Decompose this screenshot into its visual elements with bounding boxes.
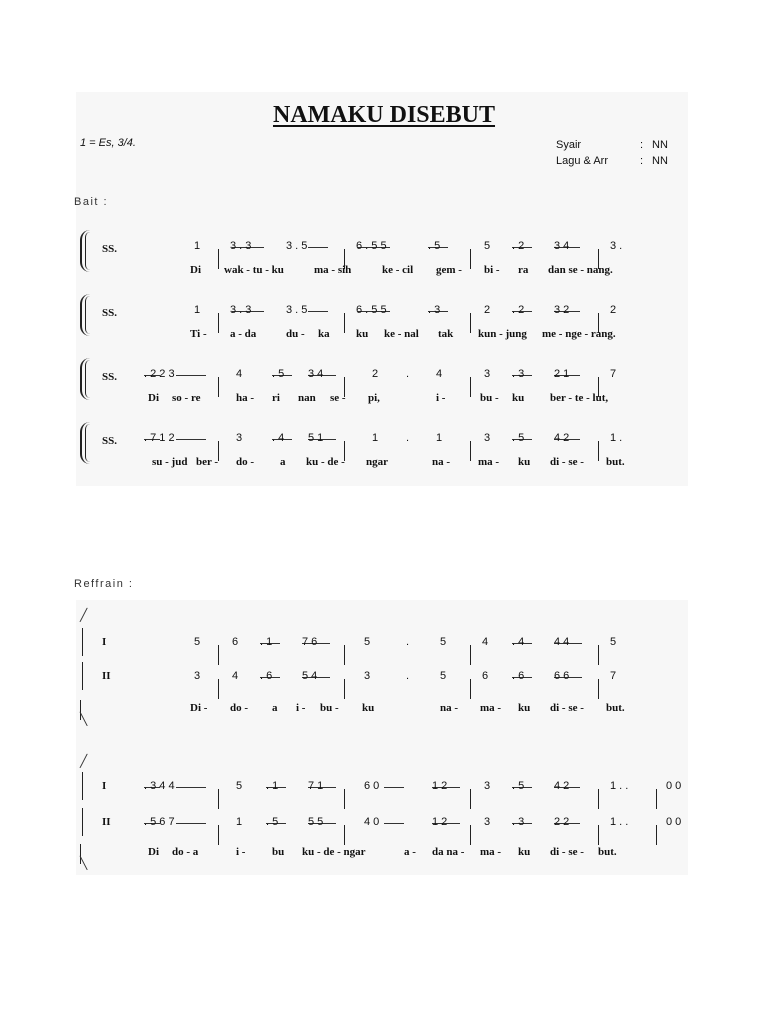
- note-group: 7: [610, 670, 617, 682]
- note-group: 6 . 5 5: [356, 304, 387, 316]
- note-group: 3 . 5: [286, 240, 308, 252]
- note-group: . 4: [512, 636, 525, 648]
- note-group: 5: [610, 636, 617, 648]
- lyric: Di: [148, 392, 159, 404]
- bait-line-1: [76, 228, 688, 284]
- lyric: gem -: [436, 264, 462, 276]
- lyric: ha -: [236, 392, 255, 404]
- note-group: 4: [436, 368, 443, 380]
- note-group: 0 0: [666, 780, 682, 792]
- lyric: ra: [518, 264, 529, 276]
- note-group: 1: [194, 304, 201, 316]
- song-title-text: NAMAKU DISEBUT: [272, 102, 496, 128]
- lyric: ngar: [366, 456, 388, 468]
- lyric: nan: [298, 392, 316, 404]
- note-group: . 3 4 4: [144, 780, 175, 792]
- bar-line: [218, 825, 219, 845]
- note-group: . 2: [512, 240, 525, 252]
- notes-row: [76, 432, 688, 450]
- lyric: da na -: [432, 846, 465, 858]
- note-group: 5: [194, 636, 201, 648]
- note-group: 3: [484, 780, 491, 792]
- reffrain-voice-1: [76, 768, 688, 802]
- lyric: ku: [356, 328, 369, 340]
- voice-label: I: [102, 636, 107, 648]
- note-group: 4 2: [554, 780, 570, 792]
- beam: [384, 823, 404, 824]
- note-group: 1 .: [610, 432, 623, 444]
- note-group: 1 . .: [610, 816, 629, 828]
- note-group: . 4: [272, 432, 285, 444]
- note-group: . 3: [512, 816, 525, 828]
- note-group: 7 6: [302, 636, 318, 648]
- lyric: do - a: [172, 846, 199, 858]
- lyric: su - jud: [152, 456, 188, 468]
- note-group: 4: [482, 636, 489, 648]
- reffrain-voice-2: [76, 658, 688, 692]
- note-group: . 5: [428, 240, 441, 252]
- voice-label: SS.: [102, 243, 117, 255]
- lyric: ma -: [478, 456, 500, 468]
- note-group: 6 6: [554, 670, 570, 682]
- lyrics-row: [76, 264, 688, 278]
- bar-line: [344, 679, 345, 699]
- note-group: 5 4: [302, 670, 318, 682]
- lyric: do -: [236, 456, 255, 468]
- lyric: ma -: [480, 846, 502, 858]
- lyric: a: [272, 702, 278, 714]
- note-group: 4 0: [364, 816, 380, 828]
- voice-label: SS.: [102, 435, 117, 447]
- note-group: 1 2: [432, 816, 448, 828]
- lyric: but.: [606, 702, 625, 714]
- note-group: 2: [610, 304, 617, 316]
- note-group: 3: [194, 670, 201, 682]
- note-group: 1 2: [432, 780, 448, 792]
- lyric: ke - cil: [382, 264, 414, 276]
- note-group: 4 2: [554, 432, 570, 444]
- note-group: 3 . 3: [230, 304, 252, 316]
- note-group: 6: [232, 636, 239, 648]
- note-group: . 5: [512, 432, 525, 444]
- lyrics-row: [76, 328, 688, 342]
- note-group: 7: [610, 368, 617, 380]
- note-group: 5 5: [308, 816, 324, 828]
- lyric: i -: [236, 846, 246, 858]
- lyric: ku: [518, 456, 531, 468]
- note-group: 5: [484, 240, 491, 252]
- lyric: Di: [190, 264, 201, 276]
- lyric: ku: [518, 702, 531, 714]
- lyric: Di -: [190, 702, 208, 714]
- credit-value: NN: [652, 139, 668, 151]
- bar-line: [218, 679, 219, 699]
- lyric: ku - de - ngar: [302, 846, 366, 858]
- lyric: bu -: [480, 392, 499, 404]
- lyric: ma - sih: [314, 264, 352, 276]
- lyric: dan se - nang.: [548, 264, 613, 276]
- lyric: ma -: [480, 702, 502, 714]
- reffrain-label: Reffrain :: [74, 578, 134, 590]
- bar-line: [470, 825, 471, 845]
- lyric: bi -: [484, 264, 500, 276]
- voice-label: SS.: [102, 371, 117, 383]
- note-group: .: [406, 432, 410, 444]
- lyric: ka: [318, 328, 330, 340]
- note-group: 1: [236, 816, 243, 828]
- lyric: tak: [438, 328, 454, 340]
- lyric: ber - te - lut,: [550, 392, 609, 404]
- lyric: ke - nal: [384, 328, 419, 340]
- bait-label: Bait :: [74, 196, 109, 208]
- note-group: 4 4: [554, 636, 570, 648]
- beam: [384, 787, 404, 788]
- note-group: 3: [484, 816, 491, 828]
- lyric: pi,: [368, 392, 380, 404]
- lyric: Di: [148, 846, 159, 858]
- credit-colon: :: [640, 155, 644, 167]
- note-group: 3 .: [610, 240, 623, 252]
- note-group: . 5 6 7: [144, 816, 175, 828]
- note-group: 6 0: [364, 780, 380, 792]
- note-group: 5: [440, 670, 447, 682]
- credit-row-lyrics: [556, 137, 668, 153]
- bait-line-3: [76, 356, 688, 412]
- note-group: 7 1: [308, 780, 324, 792]
- beam: [176, 375, 206, 376]
- lyric: di - se -: [550, 456, 584, 468]
- lyric: a -: [404, 846, 416, 858]
- lyric: ku: [518, 846, 531, 858]
- lyric: but.: [598, 846, 617, 858]
- note-group: . 3: [512, 368, 525, 380]
- lyric: bu: [272, 846, 285, 858]
- voice-label: SS.: [102, 307, 117, 319]
- voice-label: I: [102, 780, 107, 792]
- lyric: du -: [286, 328, 305, 340]
- beam: [176, 439, 206, 440]
- system-end-mark: ╲: [80, 712, 88, 726]
- notes-row: [76, 816, 688, 834]
- note-group: 3 . 5: [286, 304, 308, 316]
- voice-label: II: [102, 670, 111, 682]
- note-group: .: [406, 636, 410, 648]
- notes-row: [76, 670, 688, 688]
- reffrain-voice-1: [76, 624, 688, 658]
- note-group: . 5: [266, 816, 279, 828]
- note-group: 3 2: [554, 304, 570, 316]
- note-group: 1: [194, 240, 201, 252]
- note-group: 3 4: [308, 368, 324, 380]
- note-group: 2 1: [554, 368, 570, 380]
- lyrics-row: [76, 702, 688, 716]
- note-group: . 6: [512, 670, 525, 682]
- system-start-mark: ╱: [80, 608, 88, 622]
- note-group: 0 0: [666, 816, 682, 828]
- system-start-mark: ╱: [80, 754, 88, 768]
- credits: [556, 137, 668, 169]
- note-group: . 5: [272, 368, 285, 380]
- notes-row: [76, 368, 688, 386]
- note-group: . 1: [266, 780, 279, 792]
- lyric: wak - tu - ku: [224, 264, 284, 276]
- note-group: . 7 1 2: [144, 432, 175, 444]
- credit-value: NN: [652, 155, 668, 167]
- note-group: 2 2: [554, 816, 570, 828]
- lyric: bu -: [320, 702, 339, 714]
- note-group: 3: [484, 368, 491, 380]
- voice-label: II: [102, 816, 111, 828]
- lyric: ku: [362, 702, 375, 714]
- note-group: 1: [372, 432, 379, 444]
- lyrics-row: [76, 846, 688, 860]
- lyrics-row: [76, 392, 688, 406]
- beam: [308, 311, 328, 312]
- note-group: 5: [364, 636, 371, 648]
- note-group: 2: [484, 304, 491, 316]
- beam: [176, 823, 206, 824]
- bait-line-4: [76, 420, 688, 476]
- lyric: di - se -: [550, 702, 584, 714]
- bar-line: [656, 825, 657, 845]
- lyric: i -: [296, 702, 306, 714]
- note-group: 6 . 5 5: [356, 240, 387, 252]
- lyric: so - re: [172, 392, 201, 404]
- note-group: 4: [236, 368, 243, 380]
- credit-colon: :: [640, 139, 644, 151]
- key-signature: 1 = Es, 3/4.: [80, 137, 136, 149]
- bait-line-2: [76, 292, 688, 348]
- note-group: 5: [440, 636, 447, 648]
- bar-line: [598, 679, 599, 699]
- note-group: 2: [372, 368, 379, 380]
- lyric: kun - jung: [478, 328, 527, 340]
- lyric: na -: [440, 702, 459, 714]
- note-group: 5: [236, 780, 243, 792]
- note-group: 3: [364, 670, 371, 682]
- bar-line: [598, 825, 599, 845]
- notes-row: [76, 636, 688, 654]
- lyric: se -: [330, 392, 346, 404]
- note-group: 6: [482, 670, 489, 682]
- note-group: . 1: [260, 636, 273, 648]
- note-group: . 6: [260, 670, 273, 682]
- bar-line: [344, 825, 345, 845]
- beam: [176, 787, 206, 788]
- reffrain-voice-2: [76, 804, 688, 838]
- credit-key: Syair: [556, 139, 582, 151]
- lyric: a - da: [230, 328, 257, 340]
- lyrics-row: [76, 456, 688, 470]
- lyric: a: [280, 456, 286, 468]
- song-title: [0, 102, 768, 129]
- note-group: 1 . .: [610, 780, 629, 792]
- lyric: do -: [230, 702, 249, 714]
- system-end-mark: ╲: [80, 856, 88, 870]
- note-group: . 5: [512, 780, 525, 792]
- bar-line: [470, 679, 471, 699]
- note-group: 3: [484, 432, 491, 444]
- note-group: 4: [232, 670, 239, 682]
- note-group: . 2 2 3: [144, 368, 175, 380]
- note-group: .: [406, 670, 410, 682]
- credit-row-music: [556, 153, 668, 169]
- note-group: 5 1: [308, 432, 324, 444]
- lyric: Ti -: [190, 328, 207, 340]
- lyric: me - nge - rang.: [542, 328, 616, 340]
- lyric: ri: [272, 392, 280, 404]
- notes-row: [76, 240, 688, 258]
- lyric: di - se -: [550, 846, 584, 858]
- notes-row: [76, 304, 688, 322]
- credit-key: Lagu & Arr: [556, 155, 608, 167]
- note-group: . 3: [428, 304, 441, 316]
- lyric: ku - de -: [306, 456, 345, 468]
- note-group: 1: [436, 432, 443, 444]
- lyric: na -: [432, 456, 451, 468]
- note-group: 3 4: [554, 240, 570, 252]
- lyric: ber -: [196, 456, 219, 468]
- lyric: ku: [512, 392, 525, 404]
- lyric: but.: [606, 456, 625, 468]
- lyric: i -: [436, 392, 446, 404]
- note-group: .: [406, 368, 410, 380]
- notes-row: [76, 780, 688, 798]
- note-group: . 2: [512, 304, 525, 316]
- note-group: 3: [236, 432, 243, 444]
- note-group: 3 . 3: [230, 240, 252, 252]
- beam: [308, 247, 328, 248]
